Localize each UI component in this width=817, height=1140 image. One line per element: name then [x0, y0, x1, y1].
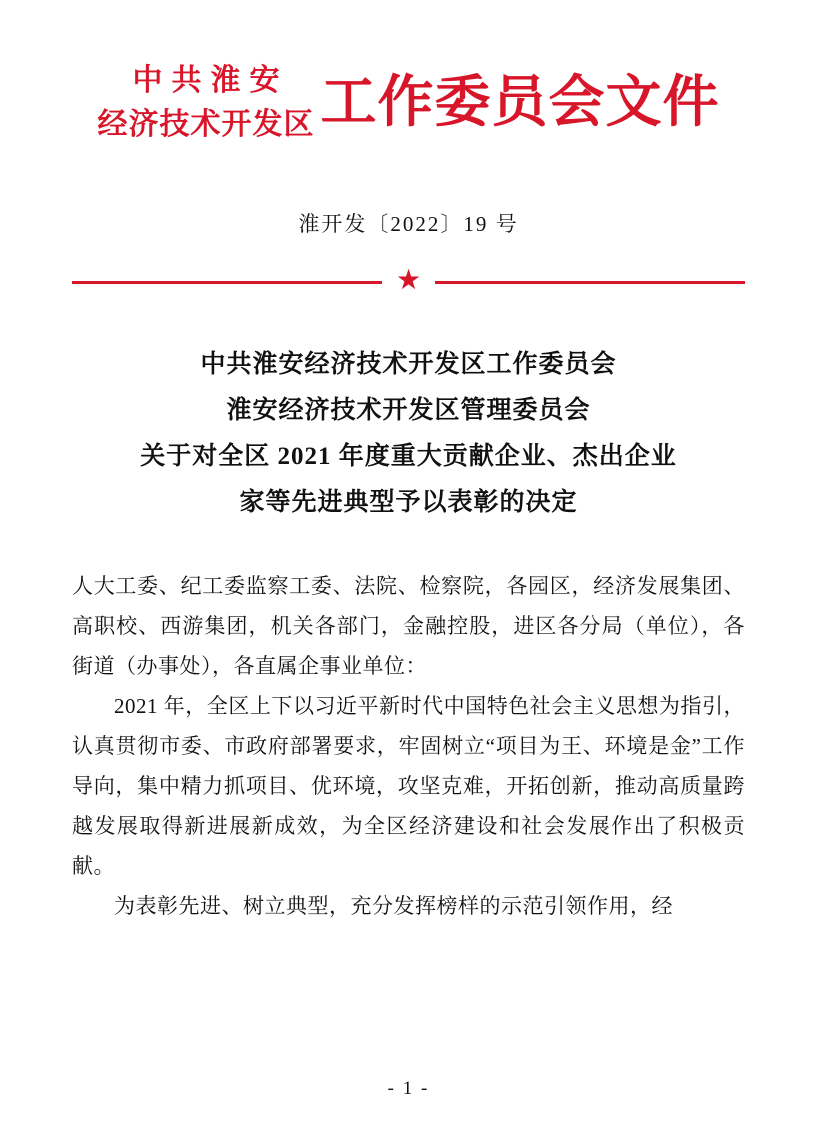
divider-bar-left [72, 281, 382, 284]
divider-bar-right [435, 281, 745, 284]
body-paragraph-1: 2021 年，全区上下以习近平新时代中国特色社会主义思想为指引，认真贯彻市委、市政府部署要求，牢固树立“项目为王、环境是金”工作导向，集中精力抓项目、优环境，攻坚克难，开拓创新，推动高质量跨越发展取得新进展新成效，为全区经济建设和社会发展作出了积极贡献。 [72, 694, 745, 878]
body-paragraph-2: 为表彰先进、树立典型，充分发挥榜样的示范引领作用，经 [114, 894, 673, 918]
masthead-line-1: 中共淮安 [132, 64, 289, 97]
red-divider [72, 265, 745, 296]
masthead [72, 0, 745, 148]
masthead-line-2: 经济技术开发区 [97, 108, 315, 141]
document-body [72, 566, 745, 926]
document-number: 淮开发〔2022〕19 号 [298, 212, 519, 236]
document-title [72, 342, 745, 526]
masthead-issuer [98, 59, 315, 147]
title-line-2: 淮安经济技术开发区管理委员会 [226, 397, 591, 424]
title-line-3: 关于对全区 2021 年度重大贡献企业、杰出企业 [140, 443, 677, 470]
title-line-4: 家等先进典型予以表彰的决定 [239, 489, 578, 516]
masthead-document-type: 工作委员会文件 [320, 72, 720, 134]
body-paragraph-addressees: 人大工委、纪工委监察工委、法院、检察院，各园区，经济发展集团、高职校、西游集团，机关各部门，金融控股，进区各分局（单位），各街道（办事处），各直属企事业单位： [72, 574, 745, 678]
title-line-1: 中共淮安经济技术开发区工作委员会 [200, 351, 617, 378]
page-number: - 1 - [387, 1078, 430, 1099]
star-icon: ★ [395, 265, 422, 296]
